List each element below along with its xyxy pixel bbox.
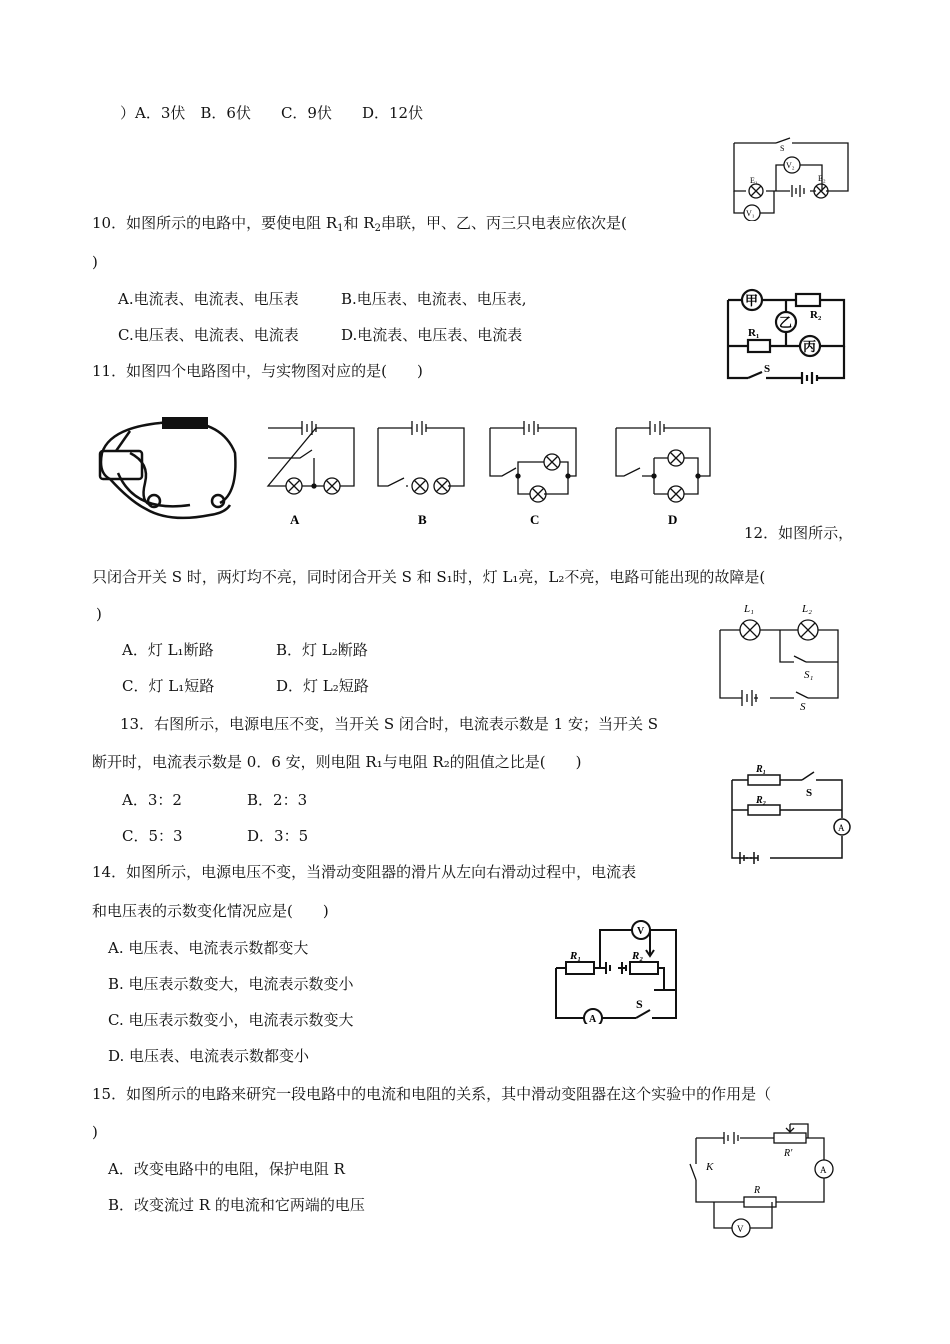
q12-option-b: B．灯 L₂断路 <box>276 641 368 659</box>
q12-stem: 只闭合开关 S 时，两灯均不亮，同时闭合开关 S 和 S₁时，灯 L₁亮，L₂不亮，电路可能出现的故障是( <box>92 568 766 586</box>
q10-option-a: A.电流表、电流表、电压表 <box>118 290 299 308</box>
q11-label-b: B <box>418 512 427 527</box>
q10-option-c: C.电压表、电流表、电流表 <box>118 326 299 344</box>
q10-stem <box>92 213 627 239</box>
figure-q10-circuit <box>722 278 852 386</box>
fig9-label-s: S <box>780 144 785 153</box>
fig10-label-bing: 丙 <box>803 339 817 354</box>
fig13-label-a: A <box>838 823 845 833</box>
fig15-label-rprime: R' <box>784 1148 793 1159</box>
q14-stem-line2: 和电压表的示数变化情况应是( ) <box>92 902 329 920</box>
q13-stem-line1: 13．右图所示，电源电压不变，当开关 S 闭合时，电流表示数是 1 安；当开关 S <box>120 715 659 733</box>
q14-option-d: D. 电压表、电流表示数都变小 <box>108 1047 310 1065</box>
q11-stem: 11．如图四个电路图中，与实物图对应的是( ) <box>92 362 423 380</box>
fig14-label-s: S <box>636 997 643 1011</box>
q10-option-d: D.电流表、电压表、电流表 <box>341 326 523 344</box>
q10-stem-part3: 串联，甲、乙、丙三只电表应依次是( <box>380 214 627 232</box>
fig14-label-a: A <box>589 1014 597 1024</box>
fig15-label-v: V <box>737 1224 744 1234</box>
figure-q11-options <box>262 418 722 530</box>
fig15-label-r: R <box>754 1185 761 1196</box>
figure-q15-circuit <box>688 1120 838 1240</box>
fig12-label-l2: L₂ <box>802 603 812 615</box>
fig10-label-r2: R₂ <box>810 309 822 321</box>
q12-option-d: D．灯 L₂短路 <box>276 677 369 695</box>
fig15-label-k: K <box>706 1161 714 1173</box>
q12-stem-end: ) <box>96 605 102 623</box>
fig14-label-r2: R₂ <box>632 950 644 962</box>
q11-label-c: C <box>530 512 540 527</box>
q15-stem-line2: ) <box>92 1123 98 1141</box>
q13-option-c: C．5：3 <box>122 827 183 845</box>
figure-q13-circuit <box>718 760 858 870</box>
q12-option-a: A．灯 L₁断路 <box>122 641 214 659</box>
fig10-label-s: S <box>764 363 771 375</box>
q14-stem-line1: 14．如图所示，电源电压不变，当滑动变阻器的滑片从左向右滑动过程中，电流表 <box>92 863 637 881</box>
q14-option-b: B. 电压表示数变大，电流表示数变小 <box>108 975 354 993</box>
fig10-label-yi: 乙 <box>779 315 793 330</box>
q9-options: ）A．3伏 B．6伏 C．9伏 D．12伏 <box>120 104 424 122</box>
q15-stem-line1: 15．如图所示的电路来研究一段电路中的电流和电阻的关系，其中滑动变阻器在这个实验中的作用是（ <box>92 1085 772 1103</box>
q13-option-d: D．3：5 <box>247 827 309 845</box>
q10-sub2: 2 <box>374 223 381 234</box>
figure-q9-circuit <box>726 135 856 221</box>
fig13-label-r2: R₂ <box>756 795 767 806</box>
fig12-label-s: S <box>800 701 806 710</box>
figure-q11-physical <box>90 413 240 525</box>
fig10-label-jia: 甲 <box>745 293 759 308</box>
q12-option-c: C．灯 L₁短路 <box>122 677 215 695</box>
q14-option-a: A. 电压表、电流表示数都变大 <box>108 939 309 957</box>
fig12-label-s1: S₁ <box>804 669 814 681</box>
q11-label-a: A <box>290 512 300 527</box>
fig11-battery-icon <box>162 417 208 429</box>
q13-option-a: A．3：2 <box>122 791 182 809</box>
fig14-label-v: V <box>637 926 645 937</box>
fig9-label-e2: E₂ <box>818 174 826 183</box>
fig9-label-v2: V₂ <box>786 161 795 170</box>
q10-stem-end: ) <box>92 253 98 271</box>
fig9-label-e1: E₁ <box>750 176 758 185</box>
q13-stem-line2: 断开时，电流表示数是 0．6 安，则电阻 R₁与电阻 R₂的阻值之比是( ) <box>92 753 582 771</box>
q10-stem-part1: 10．如图所示的电路中，要使电阻 R <box>92 214 338 232</box>
fig12-label-l1: L₁ <box>744 603 754 615</box>
fig13-label-r1: R₁ <box>756 764 767 775</box>
fig10-label-r1: R₁ <box>748 327 760 339</box>
q11-label-d: D <box>668 512 678 527</box>
q10-stem-part2: 和 R <box>343 214 375 232</box>
q15-option-a: A．改变电路中的电阻，保护电阻 R <box>108 1160 345 1178</box>
fig14-label-r1: R₁ <box>570 950 582 962</box>
fig15-label-a: A <box>820 1165 827 1175</box>
q10-option-b: B.电压表、电流表、电压表, <box>341 290 527 308</box>
q14-option-c: C. 电压表示数变小，电流表示数变大 <box>108 1011 354 1029</box>
q12-number: 12．如图所示， <box>744 524 854 542</box>
fig9-label-v1: V₁ <box>746 209 755 218</box>
figure-q12-circuit <box>714 600 854 710</box>
q13-option-b: B．2：3 <box>247 791 308 809</box>
q15-option-b: B．改变流过 R 的电流和它两端的电压 <box>108 1196 365 1214</box>
q10-sub1: 1 <box>337 223 344 234</box>
figure-q14-circuit <box>554 914 684 1024</box>
fig13-label-s: S <box>806 787 813 799</box>
